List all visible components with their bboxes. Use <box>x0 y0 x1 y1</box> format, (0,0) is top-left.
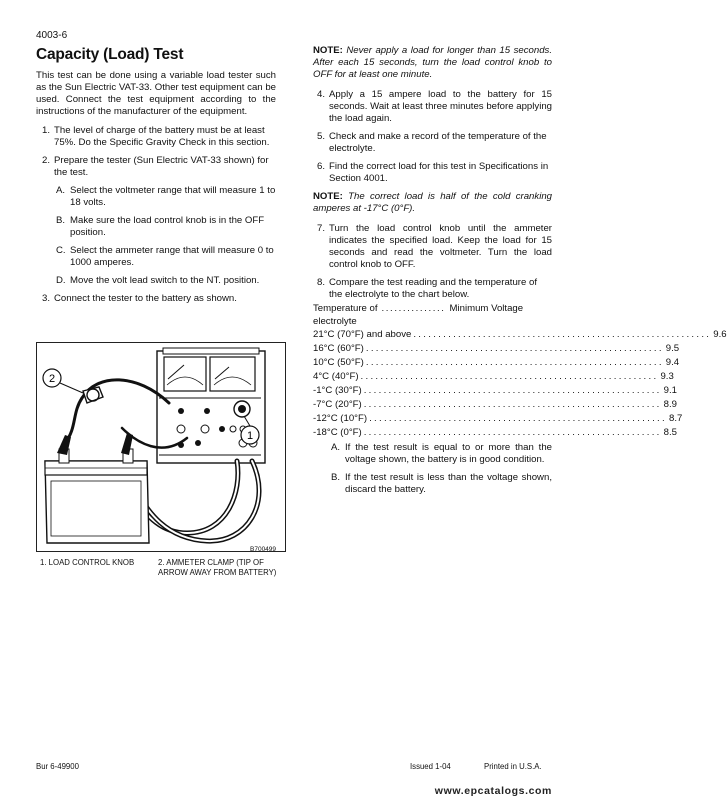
result-substeps <box>313 442 552 496</box>
temperature-cell: -7°C (20°F) <box>313 399 362 410</box>
table-row <box>313 384 677 398</box>
step-text: Turn the load control knob until the ammeter indicates the specified load. Keep the load for 15 seconds and read the voltmeter. Turn the load control knob to OFF. <box>329 223 552 270</box>
header-electrolyte: electrolyte <box>313 316 357 327</box>
step-5 <box>317 131 552 155</box>
step-number: 7. <box>317 223 326 234</box>
step-number: 1. <box>42 125 51 136</box>
temperature-cell: 10°C (50°F) <box>313 357 364 368</box>
step-number: 5. <box>317 131 326 142</box>
note-text: The correct load is half of the cold cranking amperes at -17°C (0°F). <box>313 191 552 214</box>
voltage-cell: 8.7 <box>669 413 683 424</box>
step-8 <box>317 277 552 301</box>
substep-text: If the test result is equal to or more than the voltage shown, the battery is in good condition. <box>345 442 552 465</box>
substep-letter: A. <box>331 442 341 453</box>
step-4 <box>317 89 552 125</box>
right-column <box>313 45 727 502</box>
table-row <box>313 356 680 370</box>
temperature-cell: -1°C (30°F) <box>313 385 362 396</box>
step-text: Prepare the tester (Sun Electric VAT-33 shown) for the test. <box>54 155 269 178</box>
voltage-table <box>313 303 727 440</box>
right-steps-a <box>313 89 552 185</box>
dot-leader: ............................................................ <box>365 357 664 368</box>
voltage-cell: 8.9 <box>663 399 677 410</box>
substep-text: Select the voltmeter range that will measure 1 to 18 volts. <box>70 185 276 208</box>
step-number: 2. <box>42 155 51 166</box>
table-row <box>313 328 727 342</box>
step-text: Connect the tester to the battery as shown. <box>54 293 237 304</box>
callout-2-label: 2 <box>48 373 56 385</box>
step-number: 3. <box>42 293 51 304</box>
table-row <box>313 412 683 426</box>
callout-1-label: 1 <box>246 430 254 442</box>
website-watermark: www.epcatalogs.com <box>434 785 552 797</box>
battery-tester-illustration <box>36 342 286 552</box>
substep-d <box>56 275 276 287</box>
voltage-cell: 9.6 <box>713 329 727 340</box>
footer-issued: Issued 1-04 <box>410 762 451 771</box>
table-header <box>313 303 552 315</box>
step-text: The level of charge of the battery must be at least 75%. Do the Specific Gravity Check in this section. <box>54 125 270 148</box>
substep-text: If the test result is less than the voltage shown, discard the battery. <box>345 472 552 495</box>
substep-text: Move the volt lead switch to the NT. position. <box>70 275 260 286</box>
substep-letter: B. <box>331 472 341 483</box>
step-number: 8. <box>317 277 326 288</box>
page-number: 4003-6 <box>36 30 68 41</box>
note-load-duration <box>313 45 552 81</box>
tester-battery-diagram <box>37 343 285 551</box>
temperature-cell: 21°C (70°F) and above <box>313 329 412 340</box>
header-leader: ............... <box>381 303 446 314</box>
table-header-line2 <box>313 315 552 328</box>
footer-document-number: Bur 6-49900 <box>36 762 79 771</box>
dot-leader: ............................................................ <box>363 399 662 410</box>
note-correct-load <box>313 191 552 215</box>
step-number: 6. <box>317 161 326 172</box>
note-label: NOTE: <box>313 45 343 56</box>
temperature-cell: 4°C (40°F) <box>313 371 359 382</box>
step-text: Apply a 15 ampere load to the battery for 15 seconds. Wait at least three minutes before applying the load again. <box>329 89 552 124</box>
step-7 <box>317 223 552 271</box>
step-1 <box>42 125 276 149</box>
step-text: Check and make a record of the temperature of the electrolyte. <box>329 131 547 154</box>
section-title: Capacity (Load) Test <box>36 46 184 63</box>
substep-letter: C. <box>56 245 66 256</box>
step-3 <box>42 293 276 305</box>
caption-1: 1. LOAD CONTROL KNOB <box>40 558 135 567</box>
step-2 <box>42 155 276 179</box>
result-substep-a <box>331 442 552 466</box>
temperature-cell: -18°C (0°F) <box>313 427 362 438</box>
header-temperature: Temperature of <box>313 303 378 314</box>
step-number: 4. <box>317 89 326 100</box>
table-row <box>313 398 677 412</box>
dot-leader: ............................................................ <box>369 413 667 424</box>
step-text: Compare the test reading and the temperature of the electrolyte to the chart below. <box>329 277 537 300</box>
substep-letter: A. <box>56 185 66 196</box>
dot-leader: ............................................................ <box>363 427 662 438</box>
voltage-cell: 8.5 <box>663 427 677 438</box>
substep-letter: D. <box>56 275 66 286</box>
dot-leader: ............................................................ <box>363 385 662 396</box>
temperature-cell: 16°C (60°F) <box>313 343 364 354</box>
battery-clamps <box>57 387 133 455</box>
header-min-voltage: Minimum Voltage <box>449 303 524 314</box>
substep-text: Make sure the load control knob is in the OFF position. <box>70 215 265 238</box>
step-6 <box>317 161 552 185</box>
dot-leader: ............................................................ <box>413 329 712 340</box>
caption-2: 2. AMMETER CLAMP (TIP OF ARROW AWAY FROM BATTERY) <box>158 558 277 577</box>
voltage-cell: 9.4 <box>665 357 680 368</box>
figure-code: B700499 <box>250 546 277 553</box>
substep-list <box>42 185 276 287</box>
right-steps-b <box>313 223 552 301</box>
battery <box>45 449 149 543</box>
substep-letter: B. <box>56 215 66 226</box>
dot-leader: ............................................................ <box>365 343 664 354</box>
table-row <box>313 426 677 440</box>
voltage-cell: 9.3 <box>660 371 674 382</box>
step-text: Find the correct load for this test in Specifications in Section 4001. <box>329 161 549 184</box>
note-label: NOTE: <box>313 191 343 202</box>
left-column <box>36 70 276 311</box>
substep-b <box>56 215 276 239</box>
dot-leader: ............................................................ <box>360 371 659 382</box>
footer-printed: Printed in U.S.A. <box>484 762 542 771</box>
note-text: Never apply a load for longer than 15 seconds. After each 15 seconds, turn the load control knob to OFF for at least one minute. <box>313 45 552 80</box>
voltage-cell: 9.1 <box>663 385 677 396</box>
substep-text: Select the ammeter range that will measure 0 to 1000 amperes. <box>70 245 274 268</box>
substep-c <box>56 245 276 269</box>
table-rows <box>313 328 727 440</box>
table-row <box>313 342 680 356</box>
substep-a <box>56 185 276 209</box>
left-steps <box>36 125 276 305</box>
result-substep-b <box>331 472 552 496</box>
intro-paragraph: This test can be done using a variable load tester such as the Sun Electric VAT-33. Other test equipment can be used. Connect the test equipment according to the instructions of the manufacturer of the equipment. <box>36 70 276 117</box>
voltage-cell: 9.5 <box>665 343 680 354</box>
temperature-cell: -12°C (10°F) <box>313 413 368 424</box>
table-row <box>313 370 674 384</box>
